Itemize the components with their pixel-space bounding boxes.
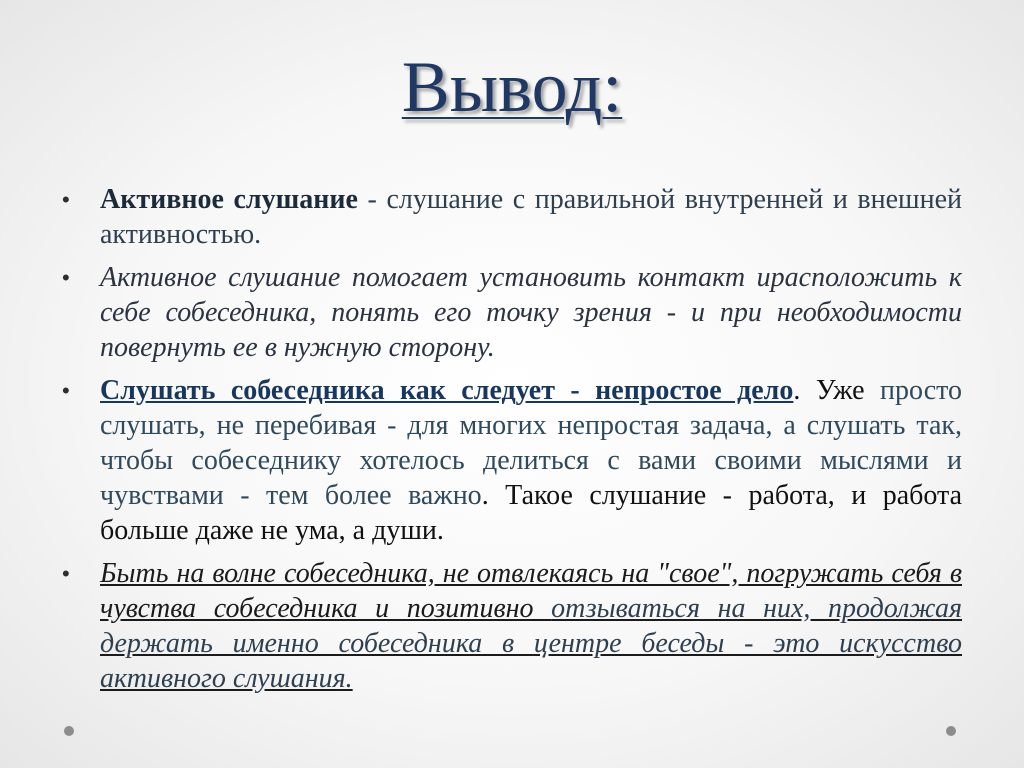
- point-1-term: Активное слушание: [100, 184, 358, 215]
- bullet-icon: •: [62, 187, 70, 212]
- point-3-text-blue: просто слушать, не перебивая - для многих непростая задача, а слушать так, чтобы собеседнику хотелось делиться с вами своими мыслями и чувствами - тем более важно: [100, 375, 962, 511]
- bullet-icon: •: [62, 561, 70, 586]
- bullet-point-1: [62, 182, 962, 252]
- bullet-icon: •: [62, 265, 70, 290]
- point-3-text-black-2: . Такое слушание - работа, и работа больше даже не ума, а души.: [100, 480, 962, 546]
- bullet-icon: •: [62, 378, 70, 403]
- bullet-point-3: [62, 373, 962, 548]
- point-3-text-black-1: . Уже: [793, 375, 865, 406]
- point-2-text: Активное слушание помогает установить контакт ирасположить к себе собеседника, понять его точку зрения - и при необходимости повернуть ее в нужную сторону.: [100, 262, 962, 363]
- bullet-list: [62, 182, 962, 704]
- bullet-point-4: [62, 556, 962, 696]
- point-1-text: - слушание с правильной внутренней и внешней активностью.: [100, 184, 963, 250]
- point-4-text-2: отзываться на них, продолжая держать именно собеседника в центре беседы - это искусство активного слушания.: [100, 593, 963, 694]
- point-3-underlined: Слушать собеседника как следует - непростое дело: [100, 375, 794, 406]
- decor-dot-right: [946, 726, 956, 736]
- slide-title: [0, 42, 1024, 132]
- point-4-text-1: Быть на волне собеседника, не отвлекаясь на "свое", погружать себя в чувства собеседника и позитивно: [100, 558, 962, 624]
- bullet-point-2: [62, 260, 962, 365]
- slide-title-text: Вывод:: [401, 47, 623, 127]
- decor-dot-left: [64, 726, 74, 736]
